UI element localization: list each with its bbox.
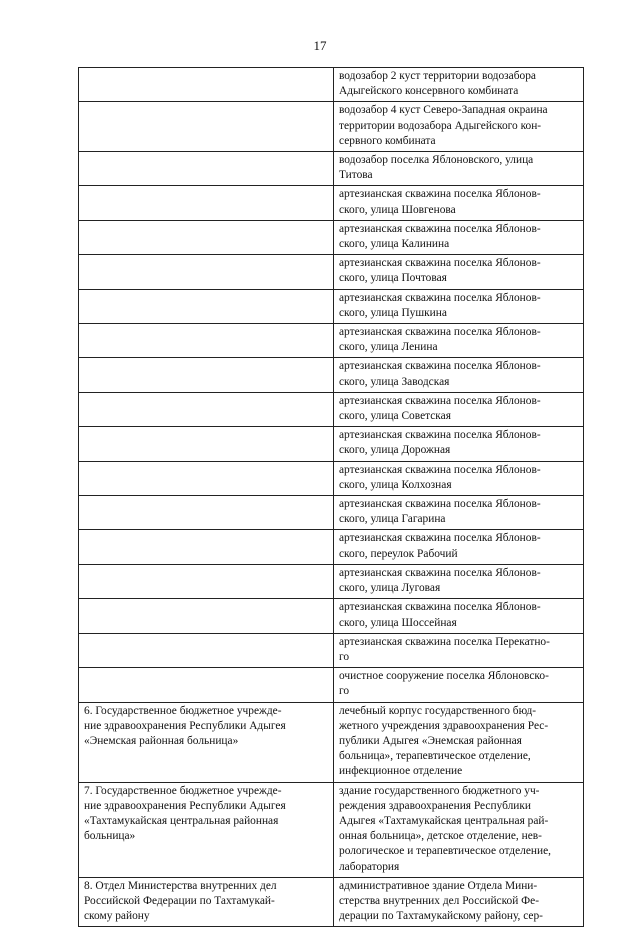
organization-cell xyxy=(79,152,334,186)
object-text: артезианская скважина поселка Яблонов- ского, улица Колхозная xyxy=(339,463,541,491)
organization-cell xyxy=(79,68,334,102)
object-text: артезианская скважина поселка Яблонов- ского, улица Шовгенова xyxy=(339,188,541,216)
table-row xyxy=(79,461,584,495)
object-cell xyxy=(334,877,584,927)
organization-cell xyxy=(79,564,334,598)
object-cell xyxy=(334,496,584,530)
organization-cell xyxy=(79,633,334,667)
object-cell xyxy=(334,102,584,152)
object-cell xyxy=(334,324,584,358)
table-row xyxy=(79,289,584,323)
table-row xyxy=(79,702,584,782)
object-cell xyxy=(334,599,584,633)
table-body xyxy=(79,68,584,927)
organization-text: 6. Государственное бюджетное учрежде- ние здравоохранения Республики Адыгея «Энемская районная больница» xyxy=(84,704,286,747)
organization-cell xyxy=(79,427,334,461)
object-cell xyxy=(334,427,584,461)
object-cell xyxy=(334,392,584,426)
table-row xyxy=(79,186,584,220)
table-row xyxy=(79,152,584,186)
object-text: водозабор 2 куст территории водозабора Адыгейского консервного комбината xyxy=(339,70,536,98)
object-cell xyxy=(334,702,584,782)
object-cell xyxy=(334,782,584,877)
table-row xyxy=(79,782,584,877)
object-cell xyxy=(334,289,584,323)
object-cell xyxy=(334,668,584,702)
table-row xyxy=(79,599,584,633)
organization-text: 8. Отдел Министерства внутренних дел Российской Федерации по Тахтамукай- скому району xyxy=(84,879,277,923)
table-row xyxy=(79,668,584,702)
object-cell xyxy=(334,358,584,392)
object-text: артезианская скважина поселка Яблонов- ского, улица Дорожная xyxy=(339,429,541,457)
organization-cell xyxy=(79,702,334,782)
organization-cell xyxy=(79,186,334,220)
object-text: административное здание Отдела Мини- стерства внутренних дел Российской Фе- дерации по Тахтамукайскому району, сер- xyxy=(339,879,543,923)
organization-cell xyxy=(79,530,334,564)
table-row xyxy=(79,220,584,254)
organization-cell xyxy=(79,496,334,530)
table-row xyxy=(79,496,584,530)
object-text: артезианская скважина поселка Яблонов- ского, улица Ленина xyxy=(339,326,541,354)
table-row xyxy=(79,877,584,927)
table-row xyxy=(79,530,584,564)
table-row xyxy=(79,633,584,667)
table-row xyxy=(79,427,584,461)
object-text: артезианская скважина поселка Яблонов- ского, улица Калинина xyxy=(339,222,541,251)
organization-cell xyxy=(79,289,334,323)
object-text: водозабор поселка Яблоновского, улица Титова xyxy=(339,154,534,182)
organization-cell xyxy=(79,102,334,152)
table-row xyxy=(79,324,584,358)
object-cell xyxy=(334,255,584,289)
page-number: 17 xyxy=(313,38,327,53)
object-text: артезианская скважина поселка Яблонов- ского, улица Луговая xyxy=(339,566,541,595)
object-text: артезианская скважина поселка Перекатно- го xyxy=(339,635,550,663)
object-text: здание государственного бюджетного уч- реждения здравоохранения Республики Адыгея «Тахтамукайская центральная рай- онная больница», детское отделение, нев- рологическое и терапевтическое отделение, лаборатория xyxy=(339,784,551,873)
object-text: артезианская скважина поселка Яблонов- ского, улица Советская xyxy=(339,394,541,423)
object-cell xyxy=(334,152,584,186)
organization-cell xyxy=(79,220,334,254)
table-row xyxy=(79,68,584,102)
object-text: артезианская скважина поселка Яблонов- ского, улица Гагарина xyxy=(339,498,541,526)
table-row xyxy=(79,102,584,152)
organization-cell xyxy=(79,392,334,426)
object-text: артезианская скважина поселка Яблонов- ского, переулок Рабочий xyxy=(339,532,541,560)
object-cell xyxy=(334,633,584,667)
organization-cell xyxy=(79,668,334,702)
organization-cell xyxy=(79,782,334,877)
object-text: водозабор 4 куст Северо-Западная окраина территории водозабора Адыгейского кон- сервного комбината xyxy=(339,104,548,147)
object-cell xyxy=(334,68,584,102)
object-cell xyxy=(334,564,584,598)
object-text: артезианская скважина поселка Яблонов- ского, улица Заводская xyxy=(339,360,541,388)
organization-cell xyxy=(79,461,334,495)
object-cell xyxy=(334,220,584,254)
organization-cell xyxy=(79,877,334,927)
table-row xyxy=(79,255,584,289)
organization-cell xyxy=(79,599,334,633)
organization-cell xyxy=(79,324,334,358)
organization-cell xyxy=(79,255,334,289)
object-text: очистное сооружение поселка Яблоновско- го xyxy=(339,670,549,698)
object-text: лечебный корпус государственного бюд- жетного учреждения здравоохранения Рес- публики Адыгея «Энемская районная больница», терапевтическое отделение, инфекционное отделение xyxy=(339,704,549,778)
object-text: артезианская скважина поселка Яблонов- ского, улица Почтовая xyxy=(339,257,541,285)
object-cell xyxy=(334,186,584,220)
table-row xyxy=(79,358,584,392)
table-row xyxy=(79,392,584,426)
objects-table xyxy=(78,67,584,927)
object-cell xyxy=(334,461,584,495)
organization-text: 7. Государственное бюджетное учрежде- ние здравоохранения Республики Адыгея «Тахтамукайская центральная районная больница» xyxy=(84,784,286,843)
object-text: артезианская скважина поселка Яблонов- ского, улица Шоссейная xyxy=(339,601,541,629)
table-row xyxy=(79,564,584,598)
object-text: артезианская скважина поселка Яблонов- ского, улица Пушкина xyxy=(339,291,541,319)
object-cell xyxy=(334,530,584,564)
organization-cell xyxy=(79,358,334,392)
